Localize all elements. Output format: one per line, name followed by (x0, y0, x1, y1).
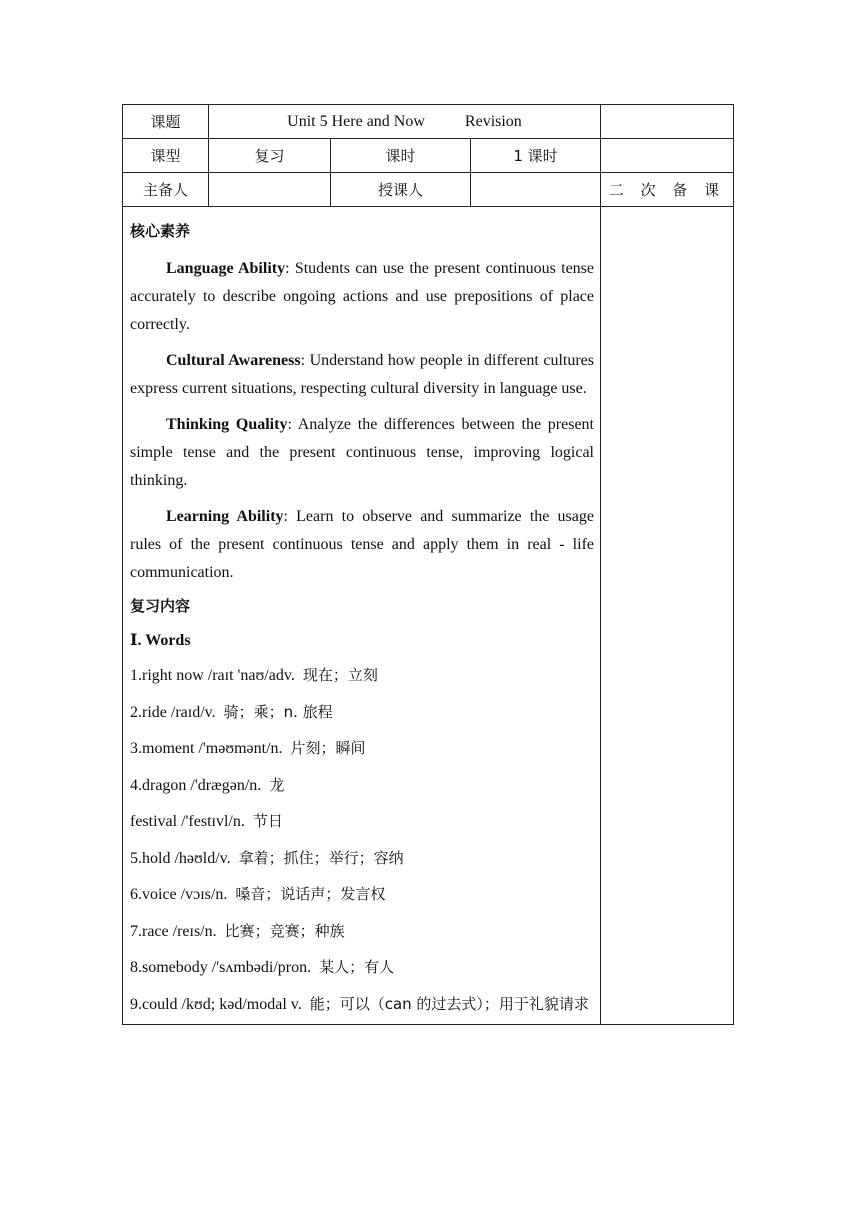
preparer-value (209, 173, 331, 207)
word-item: 6.voice /vɔɪs/n. 嗓音；说话声；发言权 (130, 885, 386, 903)
period-label: 课时 (331, 139, 471, 173)
core-term: Language Ability (166, 260, 286, 277)
core-item-culture (130, 347, 594, 403)
word-item: 1.right now /raɪt 'naʊ/adv. 现在；立刻 (130, 666, 378, 684)
review-content-heading: 复习内容 (130, 597, 191, 615)
word-item: 7.race /reɪs/n. 比赛；竞赛；种族 (130, 921, 345, 940)
word-item: 5.hold /həʊld/v. 拿着；抓住；举行；容纳 (130, 848, 404, 867)
type-label: 课型 (123, 139, 209, 173)
lesson-plan-table (122, 104, 734, 1025)
preparer-label: 主备人 (123, 173, 209, 207)
type-side-cell (601, 139, 734, 173)
teacher-label: 授课人 (331, 173, 471, 207)
core-term: Learning Ability (166, 508, 284, 525)
type-value: 复习 (209, 139, 331, 173)
second-preparation-label: 二 次 备 课 (601, 173, 734, 207)
content-row (123, 207, 734, 1025)
teacher-value (471, 173, 601, 207)
word-item: festival /'festɪvl/n. 节日 (130, 812, 283, 830)
topic-label: 课题 (123, 105, 209, 139)
core-item-learning (130, 503, 594, 587)
words-heading: Ⅰ. Words (130, 632, 191, 649)
topic-side-cell (601, 105, 734, 139)
period-value: 1 课时 (471, 139, 601, 173)
core-text: : Students can use the present continuous tense accurately to describe ongoing actions and use prepositions of place correctly. (130, 260, 594, 333)
core-text: : Understand how people in different cultures express current situations, respecting cultural diversity in language use. (130, 352, 595, 397)
core-item-language (130, 255, 594, 339)
topic-value: Unit 5 Here and Now Revision (209, 105, 601, 139)
word-item: 2.ride /raɪd/v. 骑；乘；n. 旅程 (130, 702, 333, 721)
word-item: 3.moment /'məʊmənt/n. 片刻；瞬间 (130, 739, 366, 757)
word-item: 8.somebody /'sʌmbədi/pron. 某人；有人 (130, 958, 395, 976)
core-text: : Analyze the differences between the present simple tense and the present continuous tense, improving logical thinking. (130, 416, 594, 489)
word-list (130, 664, 594, 1016)
core-term: Thinking Quality (166, 416, 288, 433)
preparer-row (123, 173, 734, 207)
second-preparation-cell (601, 207, 734, 1025)
type-row (123, 139, 734, 173)
word-item: 4.dragon /'drægən/n. 龙 (130, 775, 285, 794)
topic-row (123, 105, 734, 139)
core-item-thinking (130, 411, 594, 495)
core-term: Cultural Awareness (166, 352, 301, 369)
content-cell (123, 207, 601, 1025)
word-item: 9.could /kʊd; kəd/modal v. 能；可以（can 的过去式）；用于礼貌请求 (130, 994, 589, 1013)
core-text: : Learn to observe and summarize the usage rules of the present continuous tense and apply them in real - life communication. (130, 508, 594, 581)
core-literacy-heading: 核心素养 (130, 222, 191, 240)
